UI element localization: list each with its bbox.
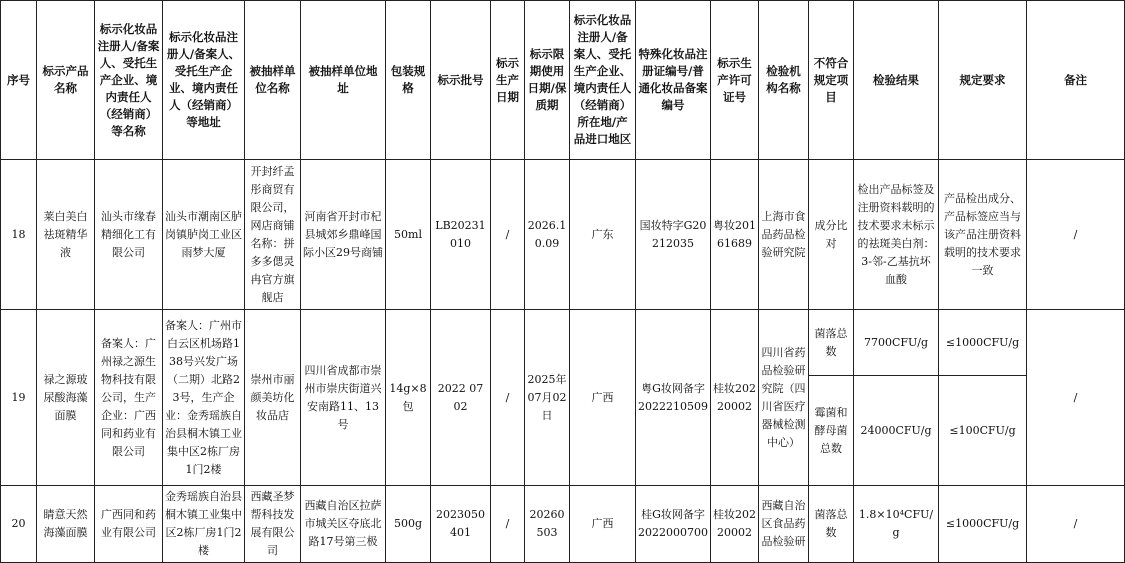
cell-lab: 四川省药品检验研究院（四川省医疗器械检测中心） — [759, 310, 809, 486]
header-cell: 标示批号 — [431, 1, 491, 160]
cell-requirement: ≤100CFU/g — [939, 376, 1027, 486]
table-row — [1, 486, 1125, 563]
cell-requirement: ≤1000CFU/g — [939, 310, 1027, 376]
cell-spec: 14g×8包 — [386, 310, 431, 486]
cell-expiry: 2025年07月02日 — [525, 310, 570, 486]
cell-license: 桂妆20220002 — [711, 486, 759, 563]
header-cell: 标示生产日期 — [491, 1, 525, 160]
cell-remark: / — [1027, 310, 1125, 486]
cell-remark: / — [1027, 486, 1125, 563]
cell-company: 备案人：广州禄之源生物科技有限公司，生产企业：广西同和药业有限公司 — [95, 310, 163, 486]
cell-no: 20 — [1, 486, 37, 563]
cell-expiry: 2026.10.09 — [525, 160, 570, 310]
table-row — [1, 160, 1125, 310]
cell-requirement: 产品检出成分、产品标签应当与该产品注册资料载明的技术要求一致 — [939, 160, 1027, 310]
cell-address: 金秀瑶族自治县桐木镇工业集中区2栋厂房1门2楼 — [163, 486, 245, 563]
cell-remark: / — [1027, 160, 1125, 310]
header-cell: 包装规格 — [386, 1, 431, 160]
cell-prod-date: / — [491, 160, 525, 310]
cell-spec: 50ml — [386, 160, 431, 310]
cell-region: 广西 — [570, 486, 636, 563]
table-row — [1, 310, 1125, 376]
cell-name: 莱白美白祛斑精华液 — [37, 160, 95, 310]
cell-result: 7700CFU/g — [854, 310, 939, 376]
cell-sampled-unit: 西藏圣梦帮科技发展有限公司 — [245, 486, 301, 563]
header-cell: 被抽样单位名称 — [245, 1, 301, 160]
cell-spec: 500g — [386, 486, 431, 563]
header-cell: 标示限期使用日期/保质期 — [525, 1, 570, 160]
cell-sampled-unit: 崇州市丽颜美坊化妆品店 — [245, 310, 301, 486]
header-cell: 序号 — [1, 1, 37, 160]
cell-result: 24000CFU/g — [854, 376, 939, 486]
cell-license: 粤妆20161689 — [711, 160, 759, 310]
cell-address: 汕头市潮南区胪岗镇胪岗工业区雨梦大厦 — [163, 160, 245, 310]
header-cell: 检验结果 — [854, 1, 939, 160]
header-cell: 备注 — [1027, 1, 1125, 160]
cell-item: 成分比对 — [809, 160, 854, 310]
cell-region: 广西 — [570, 310, 636, 486]
cell-item: 菌落总数 — [809, 486, 854, 563]
cell-item: 菌落总数 — [809, 310, 854, 376]
cell-batch: LB20231010 — [431, 160, 491, 310]
cell-no: 19 — [1, 310, 37, 486]
cell-lab: 西藏自治区食品药品检验研 — [759, 486, 809, 563]
cell-no: 18 — [1, 160, 37, 310]
cell-reg-no: 国妆特字G20212035 — [636, 160, 711, 310]
cell-result: 1.8×10⁴CFU/g — [854, 486, 939, 563]
cell-reg-no: 桂G妆网备字2022000700 — [636, 486, 711, 563]
header-row — [1, 1, 1125, 160]
header-cell: 标示化妆品注册人/备案人、受托生产企业、境内责任人（经销商）等名称 — [95, 1, 163, 160]
cell-company: 汕头市缘春精细化工有限公司 — [95, 160, 163, 310]
header-cell: 标示生产许可证号 — [711, 1, 759, 160]
cell-license: 桂妆20220002 — [711, 310, 759, 486]
cell-expiry: 20260503 — [525, 486, 570, 563]
header-cell: 不符合规定项目 — [809, 1, 854, 160]
cell-batch: 2023050401 — [431, 486, 491, 563]
cell-address: 备案人：广州市白云区机场路138号兴发广场（二期）北路23号，生产企业：金秀瑶族自治县桐木镇工业集中区2栋厂房1门2楼 — [163, 310, 245, 486]
header-cell: 规定要求 — [939, 1, 1027, 160]
cell-sampled-unit: 开封纤孟彤商贸有限公司，网店商铺名称：拼多多偲灵冉官方旗舰店 — [245, 160, 301, 310]
cell-sampled-address: 河南省开封市杞县城郊乡鼎峰国际小区29号商铺 — [301, 160, 386, 310]
cell-sampled-address: 四川省成都市崇州市崇庆街道兴安南路11、13号 — [301, 310, 386, 486]
cell-item: 霉菌和酵母菌总数 — [809, 376, 854, 486]
cell-company: 广西同和药业有限公司 — [95, 486, 163, 563]
header-cell: 被抽样单位地址 — [301, 1, 386, 160]
cell-sampled-address: 西藏自治区拉萨市城关区夺底北路17号第三极 — [301, 486, 386, 563]
cell-reg-no: 粤G妆网备字2022210509 — [636, 310, 711, 486]
cell-name: 禄之源玻尿酸海藻面膜 — [37, 310, 95, 486]
cell-region: 广东 — [570, 160, 636, 310]
cell-lab: 上海市食品药品检验研究院 — [759, 160, 809, 310]
header-cell: 标示产品名称 — [37, 1, 95, 160]
cell-batch: 2022 07 02 — [431, 310, 491, 486]
header-cell: 特殊化妆品注册证编号/普通化妆品备案编号 — [636, 1, 711, 160]
header-cell: 标示化妆品注册人/备案人、受托生产企业、境内责任人（经销商）等地址 — [163, 1, 245, 160]
cell-name: 睛意天然海藻面膜 — [37, 486, 95, 563]
cell-prod-date: / — [491, 310, 525, 486]
header-cell: 检验机构名称 — [759, 1, 809, 160]
cell-prod-date: / — [491, 486, 525, 563]
cell-requirement: ≤1000CFU/g — [939, 486, 1027, 563]
cell-result: 检出产品标签及注册资料载明的技术要求未标示的祛斑美白剂：3-邻-乙基抗坏血酸 — [854, 160, 939, 310]
header-cell: 标示化妆品注册人/备案人、受托生产企业、境内责任人（经销商）所在地/产品进口地区 — [570, 1, 636, 160]
